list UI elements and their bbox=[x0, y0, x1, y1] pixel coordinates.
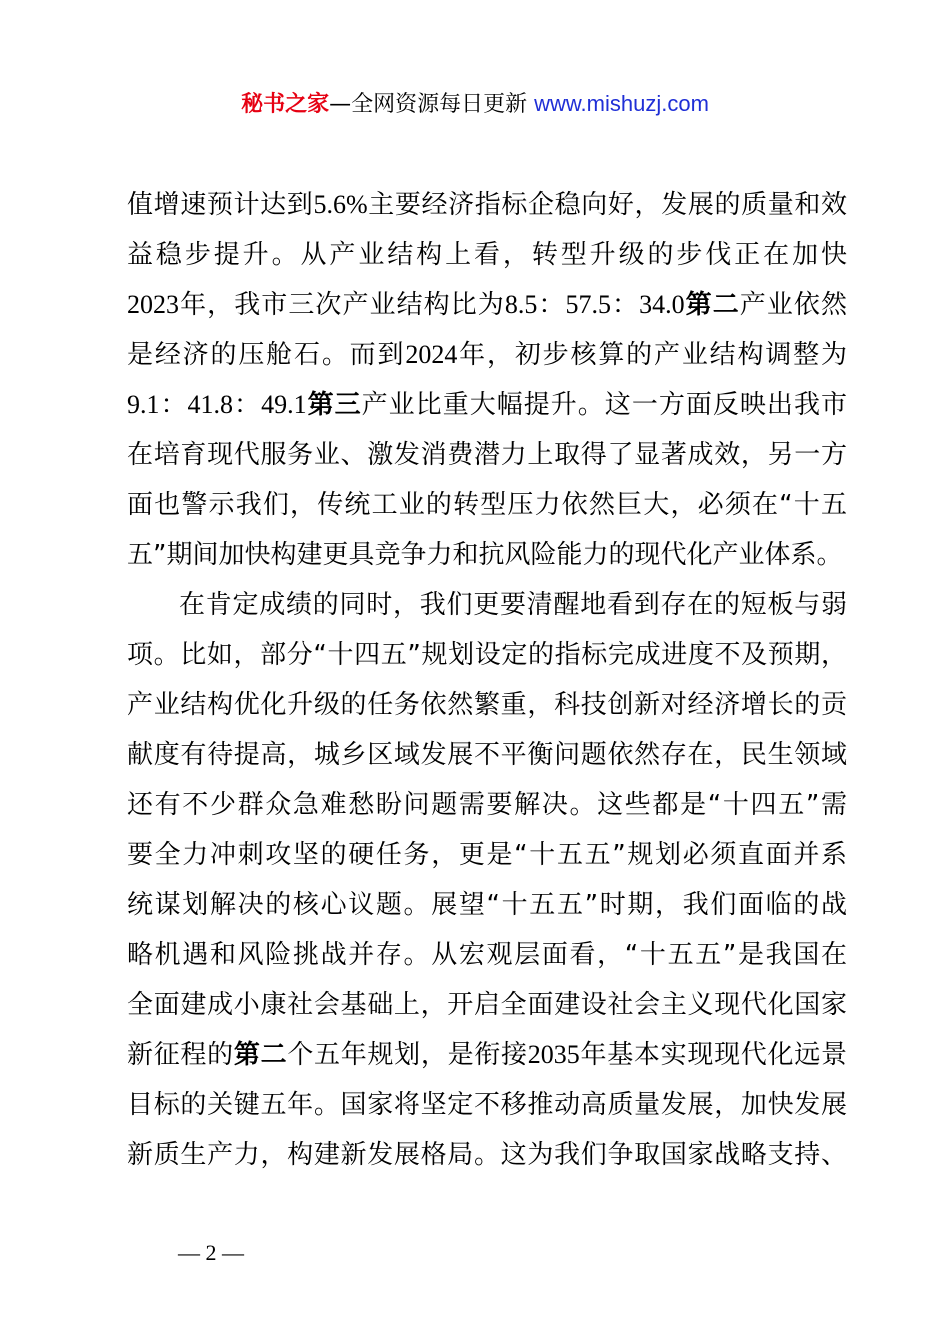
text-line: 2023年，我市三次产业结构比为8.5：57.5：34.0第二产业依然 bbox=[127, 290, 847, 320]
text-line: 献度有待提高，城乡区域发展不平衡问题依然存在，民生领域 bbox=[127, 740, 847, 770]
text-line: 目标的关键五年。国家将坚定不移推动高质量发展，加快发展 bbox=[127, 1090, 847, 1120]
header-tagline: —全网资源每日更新 bbox=[329, 92, 528, 117]
site-watermark-header bbox=[0, 88, 950, 121]
text-line: 是经济的压舱石。而到2024年，初步核算的产业结构调整为 bbox=[127, 340, 847, 370]
text-line: 略机遇和风险挑战并存。从宏观层面看，“十五五”是我国在 bbox=[127, 940, 847, 970]
brand-name: 秘书之家 bbox=[241, 92, 330, 117]
text-line: 统谋划解决的核心议题。展望“十五五”时期，我们面临的战 bbox=[127, 890, 847, 920]
text-line: 全面建成小康社会基础上，开启全面建设社会主义现代化国家 bbox=[127, 990, 847, 1020]
paragraph-start-line: 在肯定成绩的同时，我们更要清醒地看到存在的短板与弱 bbox=[179, 590, 847, 620]
text-line: 9.1：41.8：49.1第三产业比重大幅提升。这一方面反映出我市 bbox=[127, 390, 847, 420]
text-line: 产业结构优化升级的任务依然繁重，科技创新对经济增长的贡 bbox=[127, 690, 847, 720]
page-number: — 2 — bbox=[178, 1240, 244, 1265]
text-line: 益稳步提升。从产业结构上看，转型升级的步伐正在加快 bbox=[127, 240, 847, 270]
text-line: 五”期间加快构建更具竞争力和抗风险能力的现代化产业体系。 bbox=[127, 540, 843, 570]
text-line: 在培育现代服务业、激发消费潜力上取得了显著成效，另一方 bbox=[127, 440, 847, 470]
text-line: 还有不少群众急难愁盼问题需要解决。这些都是“十四五”需 bbox=[127, 790, 847, 820]
text-line: 新质生产力，构建新发展格局。这为我们争取国家战略支持、 bbox=[127, 1140, 847, 1170]
text-line: 新征程的第二个五年规划，是衔接2035年基本实现现代化远景 bbox=[127, 1040, 847, 1070]
text-line: 要全力冲刺攻坚的硬任务，更是“十五五”规划必须直面并系 bbox=[127, 840, 847, 870]
document-body bbox=[127, 180, 847, 1180]
text-line: 值增速预计达到5.6%主要经济指标企稳向好，发展的质量和效 bbox=[127, 190, 847, 220]
site-url-link[interactable]: www.mishuzj.com bbox=[534, 91, 709, 116]
text-line: 面也警示我们，传统工业的转型压力依然巨大，必须在“十五 bbox=[127, 490, 847, 520]
text-line: 项。比如，部分“十四五”规划设定的指标完成进度不及预期， bbox=[127, 640, 847, 670]
